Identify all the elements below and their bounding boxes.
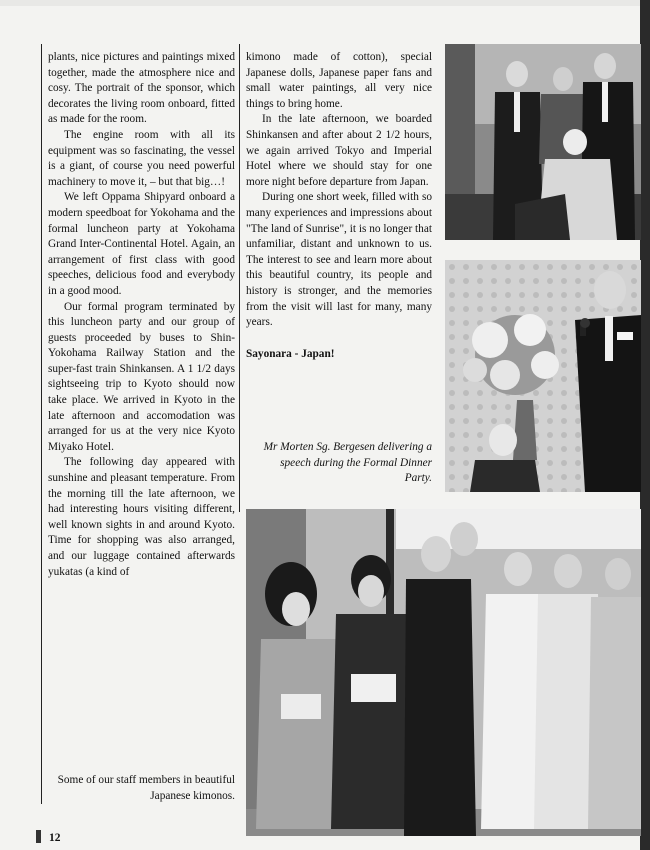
text-column-2 bbox=[246, 50, 432, 362]
kimono-photo-caption: Some of our staff members in beautiful Japanese kimonos. bbox=[57, 774, 235, 802]
paragraph: In the late afternoon, we boarded Shinkansen and after about 2 1/2 hours, we again arrived Tokyo and Imperial Hotel where we should stay for one more night before departure from Japan. bbox=[246, 113, 432, 188]
signoff: Sayonara - Japan! bbox=[246, 347, 335, 360]
page-number-marker bbox=[36, 830, 41, 843]
text-column-1 bbox=[48, 50, 235, 580]
column-rule-left bbox=[41, 44, 42, 804]
paragraph: kimono made of cotton), special Japanese dolls, Japanese paper fans and small water paintings, all very nice things to bring home. bbox=[246, 51, 432, 110]
speech-photo bbox=[445, 260, 641, 492]
paragraph: During one short week, filled with so many experiences and impressions about "The land of Sunrise", it is no longer that unfamiliar, distant and unknown to us. The interest to see and learn more about this beautiful country, its people and history is stronger, and the memories from the visit will last for many, many years. bbox=[246, 191, 432, 329]
paragraph: We left Oppama Shipyard onboard a modern speedboat for Yokohama and the formal luncheon party at Yokohama Grand Inter-Continental Hotel. Again, an arrangement of first class with good speeches, delicious food and everybody in a good mood. bbox=[48, 191, 235, 297]
kimono-group-photo bbox=[246, 509, 641, 836]
page-number bbox=[36, 830, 61, 844]
column-rule-middle bbox=[239, 44, 240, 512]
paragraph: The engine room with all its equipment was so fascinating, the vessel is a giant, of course you need powerful machinery to move it, – but that big…! bbox=[48, 128, 235, 188]
page-edge-shadow bbox=[640, 0, 650, 850]
speech-photo-caption: Mr Morten Sg. Bergesen delivering a speech during the Formal Dinner Party. bbox=[263, 441, 432, 485]
paragraph: plants, nice pictures and paintings mixed together, made the atmosphere nice and cosy. The portrait of the sponsor, which decorates the living room onboard, fitted as made for the room. bbox=[48, 51, 235, 126]
page-number-text: 12 bbox=[49, 832, 61, 844]
top-edge bbox=[0, 0, 650, 6]
paragraph: The following day appeared with sunshine and pleasant temperature. From the morning till the late afternoon, we had interesting hours visiting different, well known sights in and around Kyoto. Time for shopping was also arranged, and our luggage contained afterwards yukatas (a kind of bbox=[48, 456, 235, 578]
group-photo bbox=[445, 44, 641, 240]
paragraph: Our formal program terminated by this luncheon party and our group of guests proceeded by buses to Shin-Yokohama Railway Station and the super-fast train Shinkansen. A 1 1/2 days sightseeing trip to Kyoto should now take place. We arrived in Kyoto in the late afternoon and accomodation was arranged for us at the very nice Kyoto Miyako Hotel. bbox=[48, 300, 235, 453]
